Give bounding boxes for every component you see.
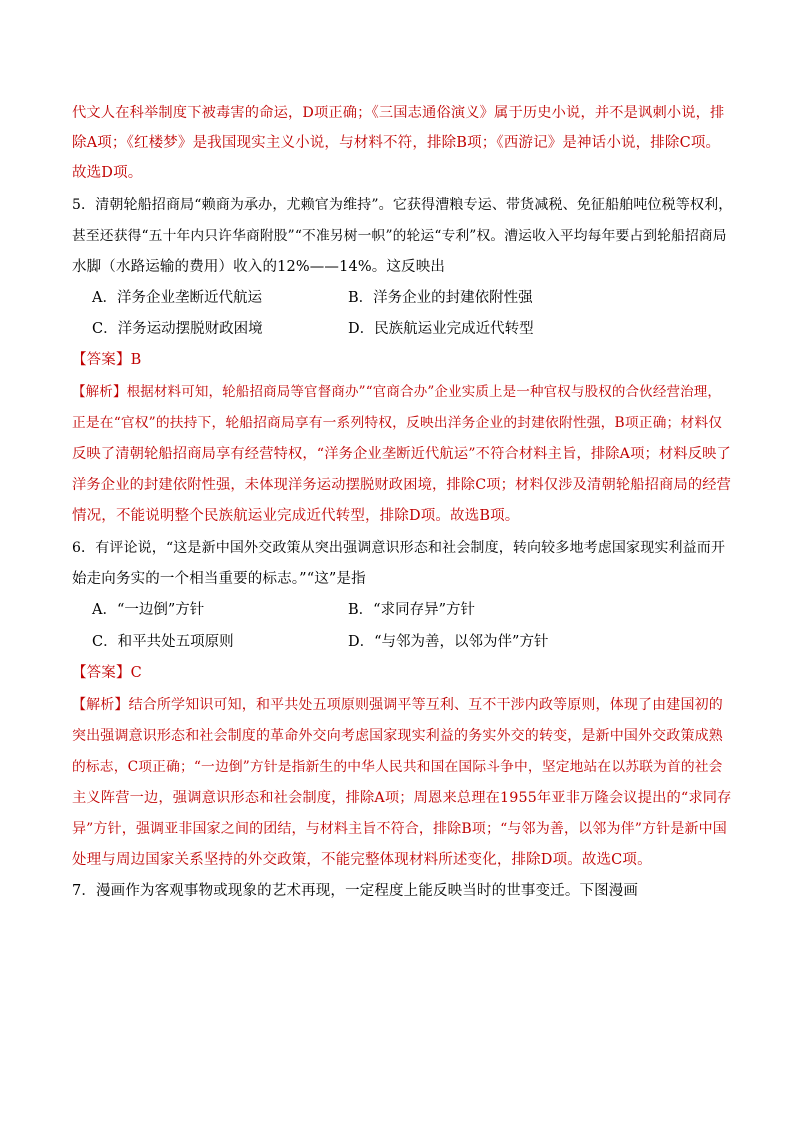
q5-option-d: D．民族航运业完成近代转型 xyxy=(348,321,534,337)
q6-option-d: D．“与邻为善，以邻为伴”方针 xyxy=(348,634,549,650)
q5-option-c: C．洋务运动摆脱财政困境 xyxy=(92,321,263,337)
q6-analysis-tag: 【解析】 xyxy=(72,697,129,713)
q5-analysis-line-2: 正是在“官权”的扶持下，轮船招商局享有一系列特权，反映出洋务企业的封建依附性强，B项正确；材料仅 xyxy=(72,415,723,431)
prev-analysis-line-1: 代文人在科举制度下被毒害的命运，D项正确；《三国志通俗演义》属于历史小说，并不是讽刺小说，排 xyxy=(72,105,725,121)
q5-answer xyxy=(72,350,732,370)
q5-analysis-text-1: 根据材料可知，轮船招商局等官督商办”“官商合办”企业实质上是一种官权与股权的合伙经营治理， xyxy=(126,384,722,400)
q6-option-b: B．“求同存异”方针 xyxy=(348,602,475,618)
q6-stem-line-2: 始走向务实的一个相当重要的标志。”“这”是指 xyxy=(72,571,366,587)
q5-option-a: A．洋务企业垄断近代航运 xyxy=(92,290,262,306)
q5-analysis-line-3: 反映了清朝轮船招商局享有经营特权，“洋务企业垄断近代航运”不符合材料主旨，排除A项；材料反映了 xyxy=(72,446,731,462)
q6-analysis-line-3: 的标志，C项正确；“一边倒”方针是指新生的中华人民共和国在国际斗争中，坚定地站在以苏联为首的社会 xyxy=(72,759,723,775)
q6-analysis-line-6: 处理与周边国家关系坚持的外交政策，不能完整体现材料所述变化，排除D项。故选C项。 xyxy=(72,852,652,868)
prev-analysis-line-3: 故选D项。 xyxy=(72,165,143,181)
q5-analysis-line-4: 洋务企业的封建依附性强，未体现洋务运动摆脱财政困境，排除C项；材料仅涉及清朝轮船招商局的经营 xyxy=(72,477,732,493)
q6-answer-tag: 【答案】 xyxy=(72,665,131,681)
q6-answer-value: C xyxy=(130,665,142,681)
q6-analysis-line-2: 突出强调意识形态和社会制度的革命外交向考虑国家现实利益的务实外交的转变，是新中国外交政策成熟 xyxy=(72,728,723,744)
q5-stem-line-2: 甚至还获得“五十年内只许华商附股”“不准另树一帜”的轮运“专利”权。漕运收入平均每年要占到轮船招商局 xyxy=(72,228,727,244)
q5-analysis-line-1 xyxy=(72,382,732,402)
q5-stem-line-3: 水脚（水路运输的费用）收入的12%——14%。这反映出 xyxy=(72,259,446,275)
q6-analysis-text-1: 结合所学知识可知，和平共处五项原则强调平等互利、互不干涉内政等原则，体现了由建国初的 xyxy=(128,697,723,713)
q7-stem-line-1: 7．漫画作为客观事物或现象的艺术再现，一定程度上能反映当时的世事变迁。下图漫画 xyxy=(72,883,639,899)
q6-stem-line-1: 6．有评论说，“这是新中国外交政策从突出强调意识形态和社会制度，转向较多地考虑国家现实利益而开 xyxy=(72,540,726,556)
q5-analysis-tag: 【解析】 xyxy=(72,384,127,400)
q6-analysis-line-5: 异”方针，强调亚非国家之间的团结，与材料主旨不符合，排除B项；“与邻为善，以邻为伴”方针是新中国 xyxy=(72,821,727,837)
q6-answer xyxy=(72,663,732,683)
q5-answer-tag: 【答案】 xyxy=(72,352,131,368)
q5-analysis-line-5: 情况，不能说明整个民族航运业完成近代转型，排除D项。故选B项。 xyxy=(72,508,520,524)
prev-analysis-line-2: 除A项；《红楼梦》是我国现实主义小说，与材料不符，排除B项；《西游记》是神话小说，排除C项。 xyxy=(72,135,721,151)
q6-analysis-line-1 xyxy=(72,695,732,715)
q6-option-c: C．和平共处五项原则 xyxy=(92,634,234,650)
q6-analysis-line-4: 主义阵营一边，强调意识形态和社会制度，排除A项；周恩来总理在1955年亚非万隆会议提出的“求同存 xyxy=(72,790,732,806)
q5-option-b: B．洋务企业的封建依附性强 xyxy=(348,290,533,306)
q6-option-a: A．“一边倒”方针 xyxy=(92,602,205,618)
q5-stem-line-1: 5．清朝轮船招商局“赖商为承办，尤赖官为维持”。它获得漕粮专运、带货减税、免征船舶吨位税等权利， xyxy=(72,197,733,213)
q5-answer-value: B xyxy=(130,352,142,368)
